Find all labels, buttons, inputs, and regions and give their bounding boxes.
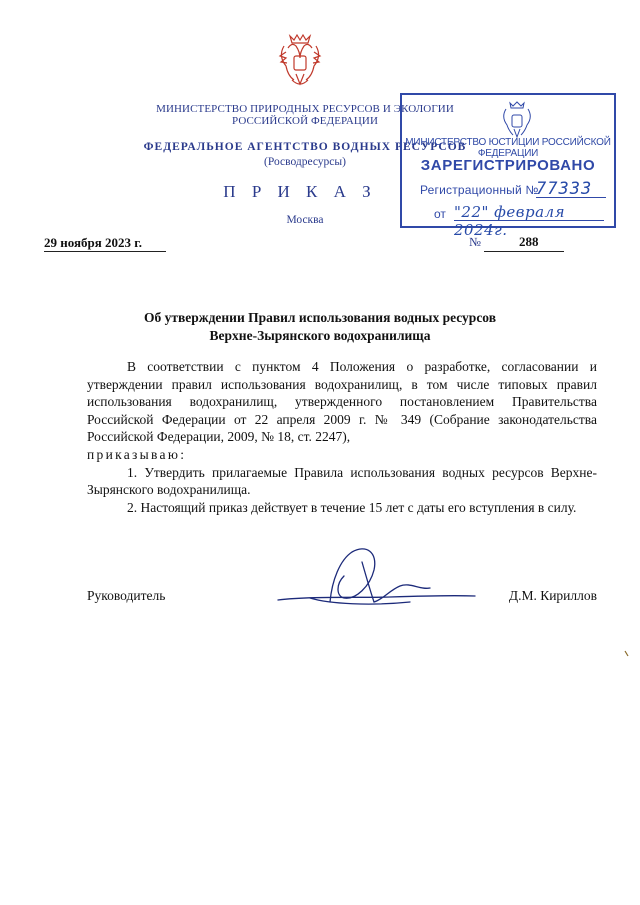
stamp-date-underline bbox=[454, 220, 604, 221]
document-type: П Р И К А З bbox=[223, 182, 377, 201]
date-underline bbox=[44, 251, 166, 252]
stamp-emblem-icon bbox=[500, 99, 534, 139]
order-word bbox=[87, 446, 597, 464]
stamp-from-label: от bbox=[434, 207, 446, 221]
preamble-paragraph: В соответствии с пунктом 4 Положения о разработке, согласовании и утверждении правил использования водохранилищ, в том числе типовых правил использования водохранилищ, утвержденного постановлением Правительства Российской Федерации от 22 апреля 2009 г. № 349 (Собрание законодательства Российской Федерации, 2009, № 18, ст. 2247), bbox=[87, 359, 597, 445]
order-item-2: 2. Настоящий приказ действует в течение 15 лет с даты его вступления в силу. bbox=[127, 499, 577, 515]
stamp-ministry: МИНИСТЕРСТВО ЮСТИЦИИ РОССИЙСКОЙ ФЕДЕРАЦИИ bbox=[405, 137, 611, 159]
stamp-reg-number-label: Регистрационный № bbox=[420, 183, 539, 197]
stamp-registered-label: ЗАРЕГИСТРИРОВАНО bbox=[420, 157, 596, 174]
number-sign: № bbox=[469, 235, 481, 249]
stamp-reg-number-underline bbox=[536, 197, 606, 198]
document-body bbox=[87, 358, 597, 516]
order-item-1: 1. Утвердить прилагаемые Правила использования водных ресурсов Верхне-Зырянского водохранилища. bbox=[87, 464, 597, 498]
document-title bbox=[60, 309, 580, 345]
number-underline bbox=[484, 251, 564, 252]
city: Москва bbox=[286, 214, 324, 226]
coat-of-arms-icon bbox=[276, 30, 324, 94]
title-line1: Об утверждении Правил использования водных ресурсов bbox=[143, 310, 497, 325]
handwritten-signature bbox=[270, 540, 480, 620]
signatory-name: Д.М. Кириллов bbox=[508, 588, 597, 603]
document-number: 288 bbox=[519, 234, 539, 249]
agency-name: ФЕДЕРАЛЬНОЕ АГЕНТСТВО ВОДНЫХ РЕСУРСОВ bbox=[143, 141, 467, 153]
ministry-line1: МИНИСТЕРСТВО ПРИРОДНЫХ РЕСУРСОВ И ЭКОЛОГИИ bbox=[156, 103, 454, 115]
stamp-registration-date: "22" февраля 2024г. bbox=[454, 203, 566, 239]
title-line2: Верхне-Зырянского водохранилища bbox=[209, 328, 431, 343]
signatory-position: Руководитель bbox=[87, 588, 166, 603]
document-date: 29 ноября 2023 г. bbox=[44, 235, 142, 250]
order-word-text: приказываю: bbox=[87, 446, 187, 462]
stamp-reg-number: 77333 bbox=[536, 179, 593, 199]
registration-stamp bbox=[400, 93, 616, 239]
scan-artifact-mark bbox=[624, 650, 630, 658]
ministry-line2: РОССИЙСКОЙ ФЕДЕРАЦИИ bbox=[231, 115, 379, 127]
signature-row bbox=[87, 588, 597, 608]
agency-short-name: (Росводресурсы) bbox=[264, 156, 346, 168]
